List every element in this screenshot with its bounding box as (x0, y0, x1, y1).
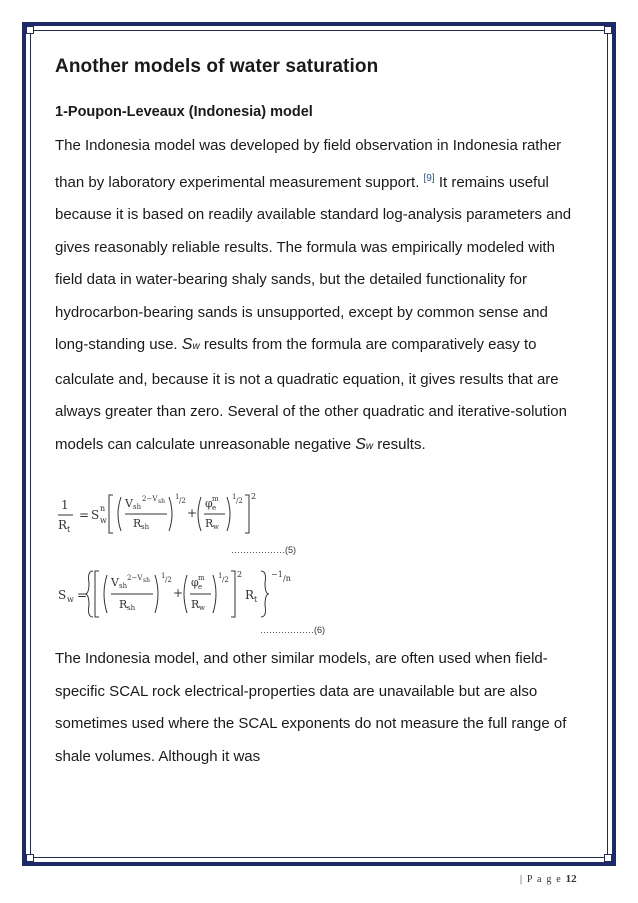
section-heading: 1-Poupon-Leveaux (Indonesia) model (55, 104, 313, 120)
svg-text:t: t (67, 525, 71, 534)
svg-text:2: 2 (237, 570, 243, 579)
svg-text:sh: sh (119, 582, 128, 590)
equation-5 (55, 485, 585, 557)
svg-text:sh: sh (158, 498, 165, 505)
citation-link[interactable]: [9] (423, 172, 435, 184)
equation-number: ………………(5) (231, 545, 296, 555)
svg-text:V: V (111, 576, 119, 589)
paragraph-1: The Indonesia model was developed by field observation in Indonesia rather than by laboratory experimental measurement support. [9] It remains useful because it is based on readily available standard log-analysis parameters and gives reasonably reliable results. The formula was empirically modeled with field data in water-bearing shaly sands, but the detailed functionality for hydrocarbon-bearing sands is unsupported, except by common sense and long-standing use. Sw results from the formula are comparatively easy to calculate and, because it is not a quadratic equation, it gives results that are always greater than zero. Several of the other quadratic and iterative-solution models can calculate unreasonable negative Sw results. (55, 137, 572, 453)
svg-text:2: 2 (251, 492, 257, 501)
svg-text:V: V (125, 497, 133, 510)
svg-text:2−V: 2−V (127, 574, 143, 582)
svg-text:R: R (133, 517, 142, 530)
svg-text:φ: φ (205, 497, 213, 510)
svg-text:m: m (212, 495, 219, 503)
border-corner (26, 26, 34, 34)
svg-text:w: w (213, 523, 219, 531)
svg-text:n: n (100, 504, 106, 513)
svg-text:/2: /2 (236, 497, 243, 505)
svg-text:=: = (77, 588, 88, 602)
svg-text:1: 1 (175, 493, 180, 501)
equation-6 (55, 563, 585, 637)
page-number: 12 (565, 873, 577, 885)
svg-text:1: 1 (161, 572, 166, 580)
svg-text:t: t (254, 595, 258, 604)
svg-text:R: R (58, 518, 68, 532)
svg-text:+: + (173, 586, 184, 600)
svg-text:/2: /2 (165, 576, 172, 584)
svg-text:m: m (198, 574, 205, 582)
svg-text:sh: sh (143, 577, 150, 584)
equation-number: ………………(6) (260, 625, 325, 635)
equation-6-image (55, 563, 335, 625)
svg-text:sh: sh (127, 604, 136, 612)
svg-text:S: S (91, 508, 100, 522)
svg-text:e: e (212, 504, 217, 512)
svg-text:e: e (198, 583, 203, 591)
svg-text:sh: sh (141, 523, 150, 531)
svg-text:1: 1 (61, 498, 69, 512)
svg-text:w: w (67, 595, 74, 604)
symbol-sw: Sw (181, 336, 200, 353)
svg-text:w: w (100, 516, 107, 525)
page-content (55, 50, 585, 773)
page-footer: | P a g e 12 (520, 873, 577, 885)
svg-text:R: R (191, 598, 200, 611)
svg-text:−1: −1 (271, 570, 283, 579)
svg-text:/n: /n (283, 574, 291, 583)
equation-5-image (55, 485, 315, 545)
svg-text:=: = (79, 508, 90, 522)
border-corner (604, 26, 612, 34)
border-corner (604, 854, 612, 862)
svg-text:/2: /2 (222, 576, 229, 584)
svg-text:+: + (187, 506, 198, 520)
svg-text:2−V: 2−V (142, 495, 158, 503)
svg-text:R: R (245, 588, 255, 602)
page-title: Another models of water saturation (55, 56, 379, 77)
svg-text:sh: sh (133, 503, 142, 511)
svg-text:/2: /2 (179, 497, 186, 505)
symbol-sw: Sw (355, 435, 374, 453)
border-corner (26, 854, 34, 862)
svg-text:R: R (205, 517, 214, 530)
svg-text:S: S (58, 588, 67, 602)
svg-text:w: w (199, 604, 205, 612)
svg-text:φ: φ (191, 576, 199, 589)
svg-text:1: 1 (232, 493, 237, 501)
svg-text:1: 1 (218, 572, 223, 580)
paragraph-2: The Indonesia model, and other similar models, are often used when field-specific SCAL rock electrical-properties data are unavailable but are also sometimes used where the SCAL exponents do not measure the full range of shale volumes. Although it was (55, 650, 567, 765)
svg-text:R: R (119, 598, 128, 611)
